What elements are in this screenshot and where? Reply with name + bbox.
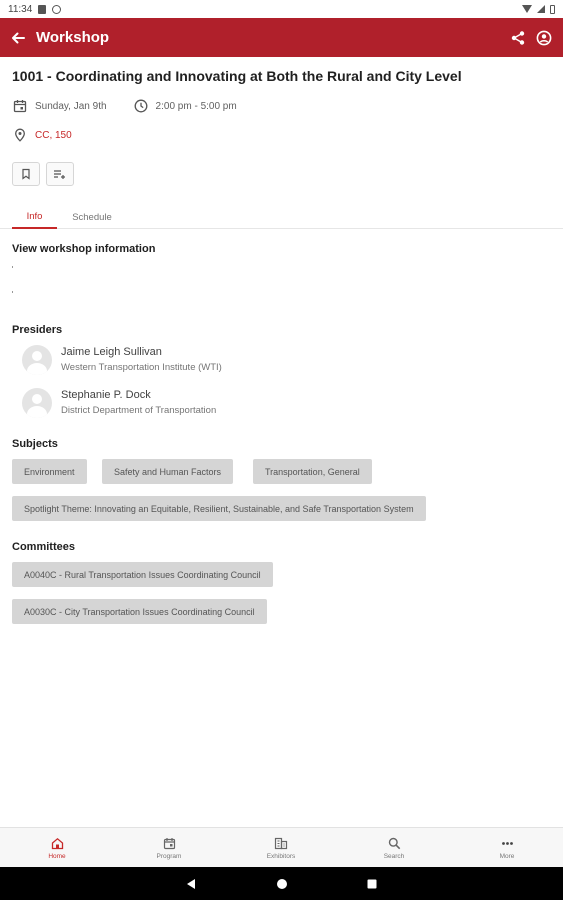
nav-home-label: Home — [48, 852, 66, 860]
presenter-item[interactable] — [22, 345, 222, 375]
add-to-schedule-button[interactable] — [46, 162, 74, 186]
wifi-icon — [522, 5, 532, 13]
signal-icon — [537, 5, 545, 13]
subject-chip[interactable]: Transportation, General — [253, 459, 372, 484]
account-icon — [536, 30, 552, 46]
nav-exhibitors[interactable] — [241, 828, 321, 868]
subject-chip[interactable]: Spotlight Theme: Innovating an Equitable, Resilient, Sustainable, and Safe Transportation System — [12, 496, 426, 521]
app-bar — [0, 18, 563, 57]
status-bar — [0, 0, 563, 18]
avatar-icon — [22, 388, 52, 418]
presenter-name: Stephanie P. Dock — [61, 389, 151, 401]
date-time-row — [12, 98, 237, 114]
committee-chip[interactable]: A0030C - City Transportation Issues Coordinating Council — [12, 599, 267, 624]
presenter-org: District Department of Transportation — [61, 405, 217, 416]
presenter-org: Western Transportation Institute (WTI) — [61, 362, 222, 373]
event-time: 2:00 pm - 5:00 pm — [155, 100, 237, 112]
nav-search[interactable] — [354, 828, 434, 868]
tab-bar — [0, 205, 563, 229]
event-date: Sunday, Jan 9th — [35, 100, 107, 112]
back-button[interactable] — [0, 18, 36, 57]
share-button[interactable] — [505, 18, 531, 57]
more-icon — [500, 837, 514, 851]
battery-icon — [550, 5, 555, 14]
home-icon — [50, 837, 64, 851]
square-recents-icon — [366, 878, 378, 890]
triangle-back-icon — [185, 878, 197, 890]
circle-home-icon — [276, 878, 288, 890]
calendar-icon — [162, 837, 176, 851]
system-back-button[interactable] — [176, 867, 206, 900]
status-time: 11:34 — [8, 3, 33, 15]
event-location[interactable]: CC, 150 — [35, 129, 72, 141]
playlist-add-icon — [53, 168, 67, 180]
nav-more-label: More — [499, 852, 515, 860]
bookmark-button[interactable] — [12, 162, 40, 186]
view-workshop-heading[interactable]: View workshop information — [12, 243, 156, 255]
subject-chip[interactable]: Safety and Human Factors — [102, 459, 233, 484]
system-recents-button[interactable] — [357, 867, 387, 900]
location-pin-icon — [12, 127, 28, 143]
nav-program[interactable] — [129, 828, 209, 868]
committee-chip[interactable]: A0040C - Rural Transportation Issues Coordinating Council — [12, 562, 273, 587]
location-row[interactable] — [12, 127, 72, 143]
bottom-navigation — [0, 827, 563, 867]
bookmark-icon — [20, 168, 32, 180]
arrow-back-icon — [10, 30, 26, 46]
presenter-name: Jaime Leigh Sullivan — [61, 346, 162, 358]
account-button[interactable] — [531, 18, 557, 57]
nav-exhibitors-label: Exhibitors — [266, 852, 296, 860]
subject-chip[interactable]: Environment — [12, 459, 87, 484]
nav-home[interactable] — [17, 828, 97, 868]
share-icon — [510, 30, 526, 46]
sync-icon — [52, 5, 61, 14]
tab-info[interactable]: Info — [12, 205, 57, 229]
presenter-item[interactable] — [22, 388, 216, 418]
committees-heading: Committees — [12, 541, 75, 553]
calendar-icon — [12, 98, 28, 114]
presiders-heading: Presiders — [12, 324, 63, 336]
nav-search-label: Search — [383, 852, 405, 860]
clock-icon — [133, 98, 149, 114]
nav-more[interactable] — [467, 828, 547, 868]
nav-program-label: Program — [156, 852, 182, 860]
building-icon — [274, 837, 288, 851]
app-bar-title: Workshop — [36, 29, 110, 46]
event-title: 1001 - Coordinating and Innovating at Both the Rural and City Level — [12, 68, 462, 84]
tab-schedule[interactable]: Schedule — [72, 211, 112, 223]
subjects-heading: Subjects — [12, 438, 58, 450]
empty-line-marker — [12, 266, 13, 268]
system-home-button[interactable] — [267, 867, 297, 900]
system-navigation-bar — [0, 867, 563, 900]
avatar-icon — [22, 345, 52, 375]
sd-card-icon — [38, 5, 46, 14]
empty-line-marker — [12, 291, 13, 293]
search-icon — [387, 837, 401, 851]
